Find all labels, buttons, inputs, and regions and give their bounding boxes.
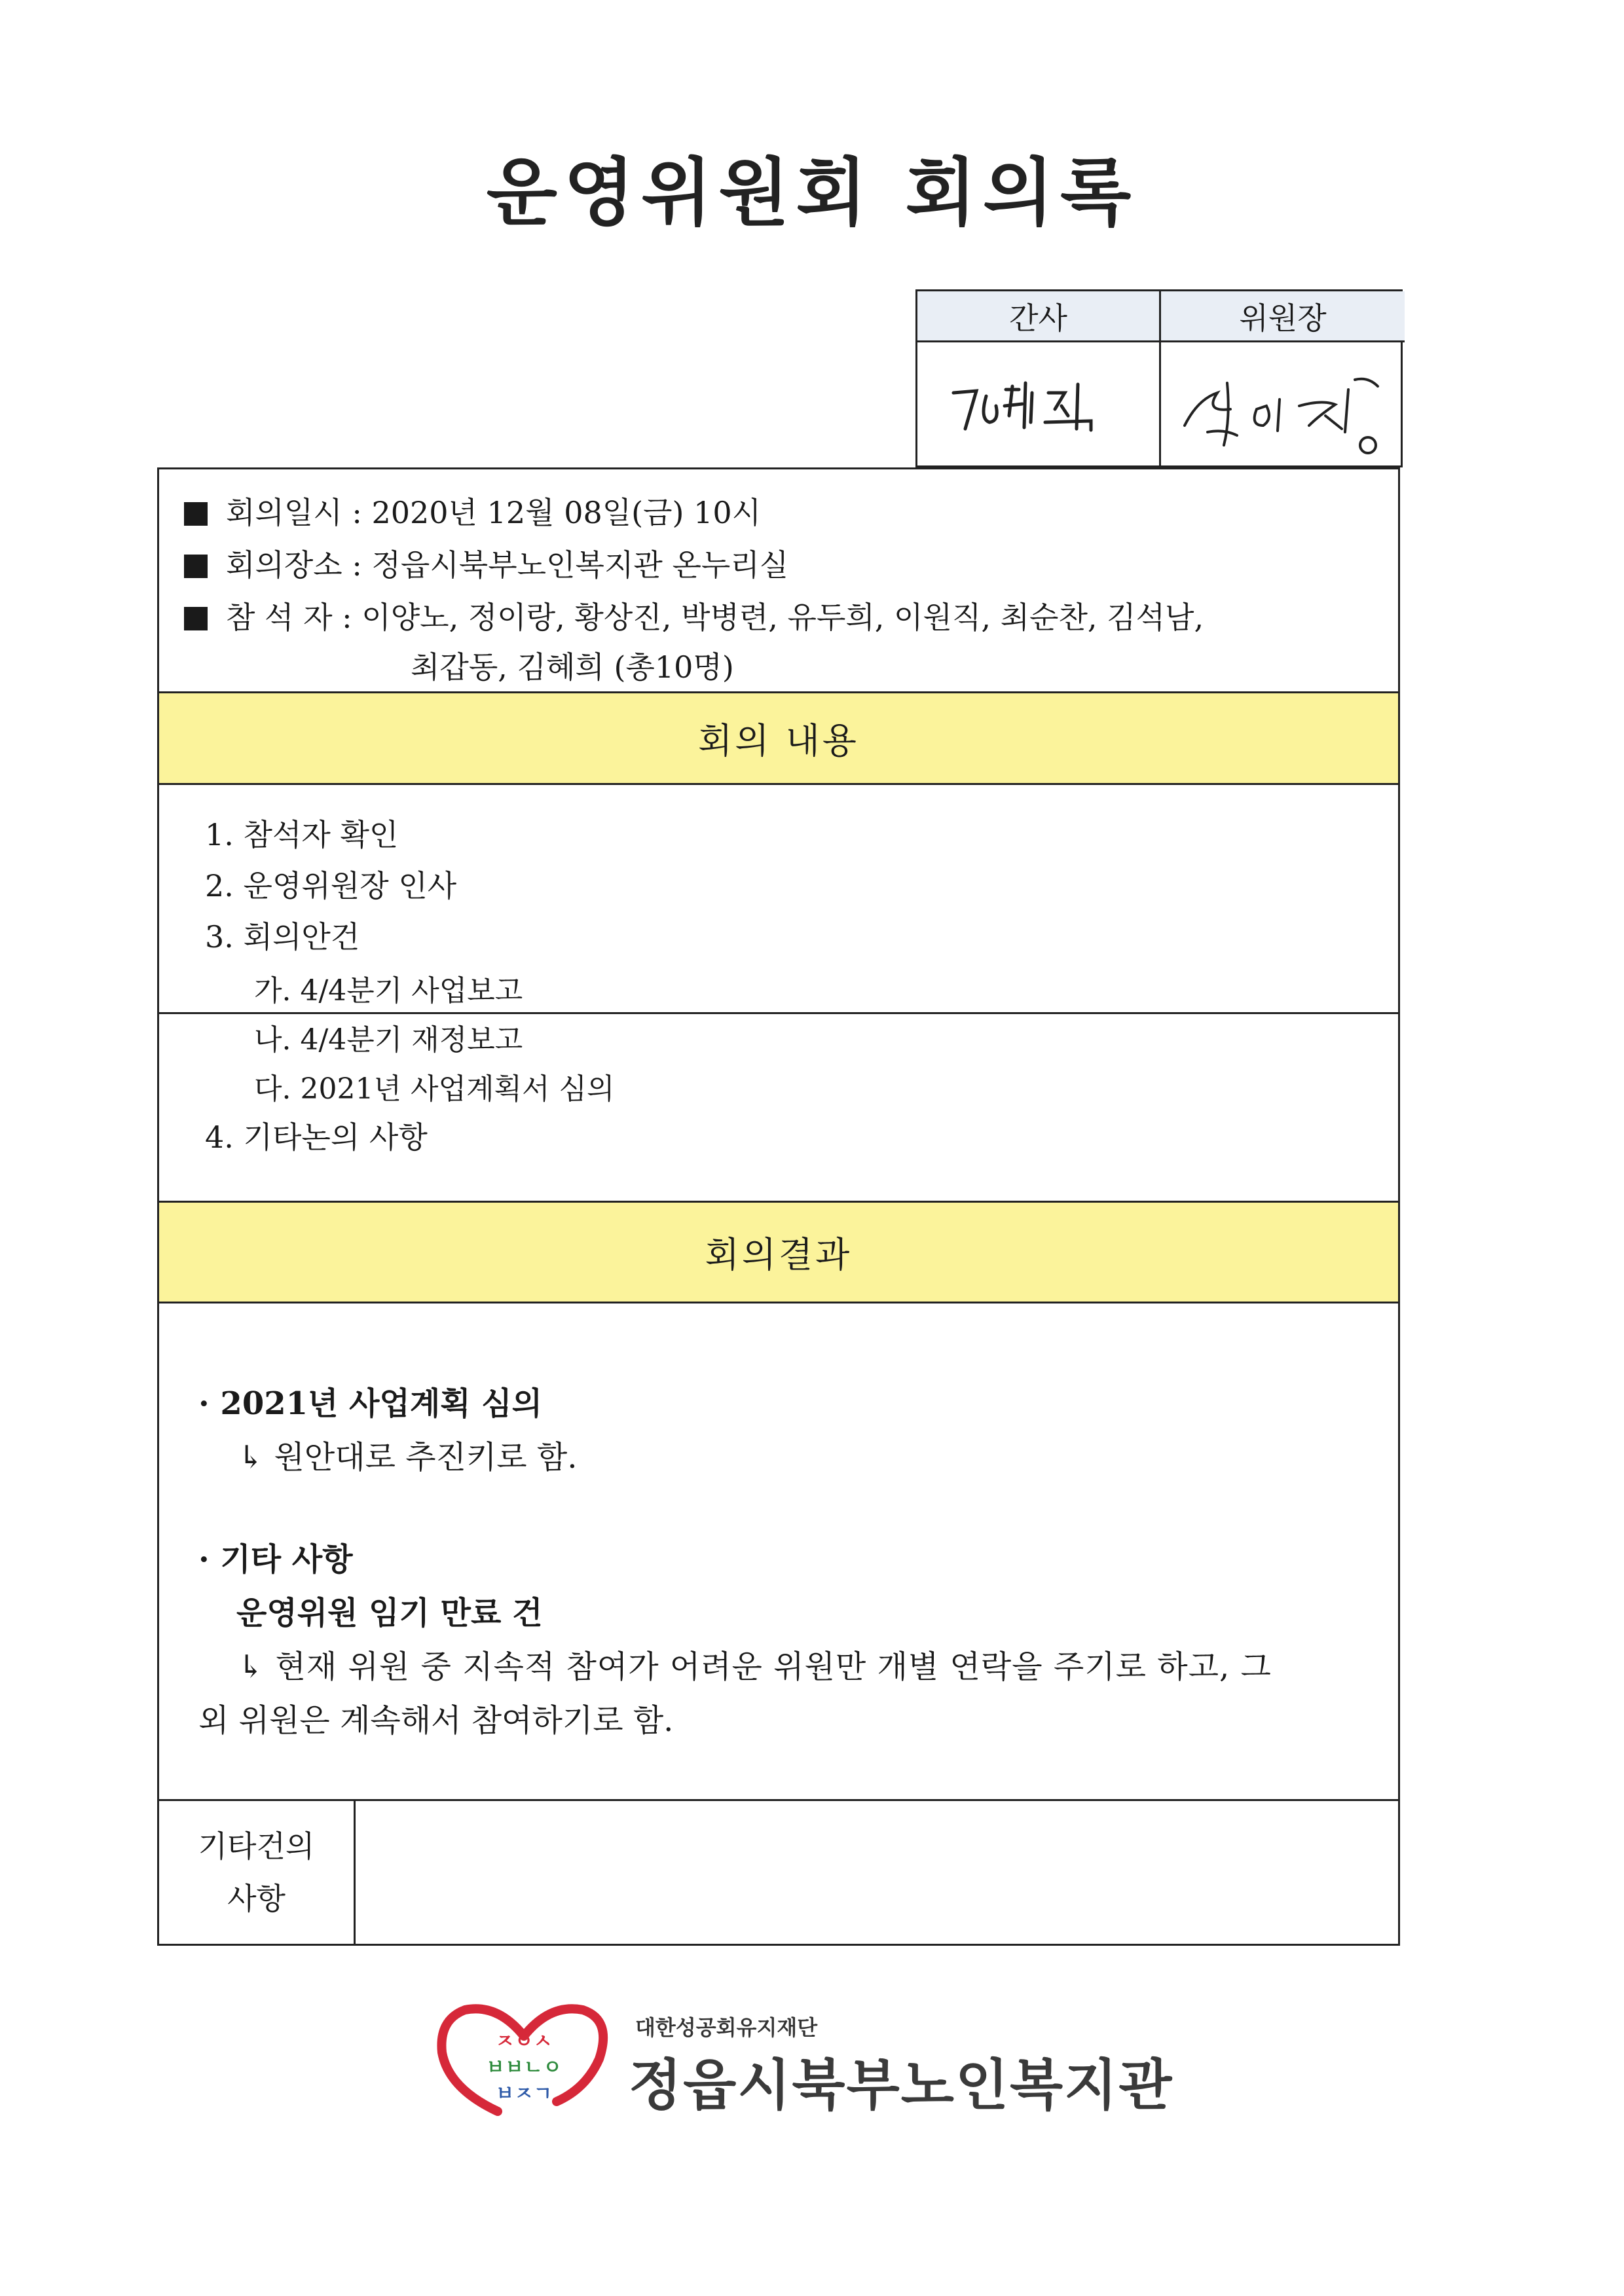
info-date-line [184,489,761,532]
result-item-title: · 2021년 사업계획 심의 [198,1385,543,1422]
chair-signature-image [1172,354,1394,458]
secretary-signature-image [940,357,1137,455]
agenda-header: 회의 내용 [159,693,1398,785]
chair-signature [1161,342,1405,469]
info-attendees-line [184,594,1204,637]
other-label-line2: 사항 [227,1881,286,1916]
result-section [159,1303,1398,1801]
bullet-square-icon [184,502,208,526]
other-label-line1: 기타건의 [198,1829,315,1864]
other-suggestions-row [159,1801,1398,1944]
approval-header-secretary: 간사 [917,291,1161,342]
agenda-item: 3. 회의안건 [205,919,360,955]
agenda-item: 4. 기타논의 사항 [205,1120,428,1155]
parent-foundation-name: 대한성공회유지재단 [635,2015,818,2040]
agenda-item: 1. 참석자 확인 [205,817,399,852]
agenda-subitem: 다. 2021년 사업계획서 심의 [254,1072,615,1106]
result-header: 회의결과 [159,1201,1398,1303]
secretary-signature [917,342,1161,469]
heart-logo-icon [426,1990,622,2121]
result-item-detail: ↳ 원안대로 추진키로 함. [238,1439,578,1476]
svg-text:ㅈㅇㅅ: ㅈㅇㅅ [495,2030,553,2053]
organization-logo [426,1990,1211,2121]
attendees-list: 참 석 자 : 이양노, 정이랑, 황상진, 박병련, 유두희, 이원직, 최순찬, 김석남, [226,600,1204,635]
result-item-title: · 기타 사항 [198,1541,353,1578]
agenda-section [159,785,1398,1155]
meeting-info-section [159,469,1398,693]
svg-text:ㅂㅈㄱ: ㅂㅈㄱ [495,2083,553,2105]
document-title: 운영위원회 회의록 [486,151,1138,236]
info-place-line [184,541,788,585]
agenda-item: 2. 운영위원장 인사 [205,868,457,903]
approval-box [915,289,1403,467]
organization-name: 정읍시북부노인복지관 [629,2053,1173,2117]
result-item-subtitle: 운영위원 임기 만료 건 [236,1595,543,1631]
agenda-subitem: 나. 4/4분기 재정보고 [254,1023,523,1057]
meeting-date: 회의일시 : 2020년 12월 08일(금) 10시 [226,495,762,530]
result-item-detail: ↳ 현재 위원 중 지속적 참여가 어려운 위원만 개별 연락을 주기로 하고, 그 [238,1649,1272,1685]
bullet-square-icon [184,607,208,630]
agenda-subitem: 가. 4/4분기 사업보고 [254,974,523,1008]
meeting-place: 회의장소 : 정읍시북부노인복지관 온누리실 [226,547,789,583]
svg-text:ㅂㅂㄴㅇ: ㅂㅂㄴㅇ [486,2056,562,2079]
minutes-table [157,467,1400,1946]
bullet-square-icon [184,555,208,578]
approval-header-chair: 위원장 [1161,291,1405,342]
other-suggestions-label [159,1801,356,1944]
result-item-detail-continued: 외 위원은 계속해서 참여하기로 함. [198,1702,674,1739]
attendees-continued: 최갑동, 김혜희 (총10명) [411,649,734,685]
